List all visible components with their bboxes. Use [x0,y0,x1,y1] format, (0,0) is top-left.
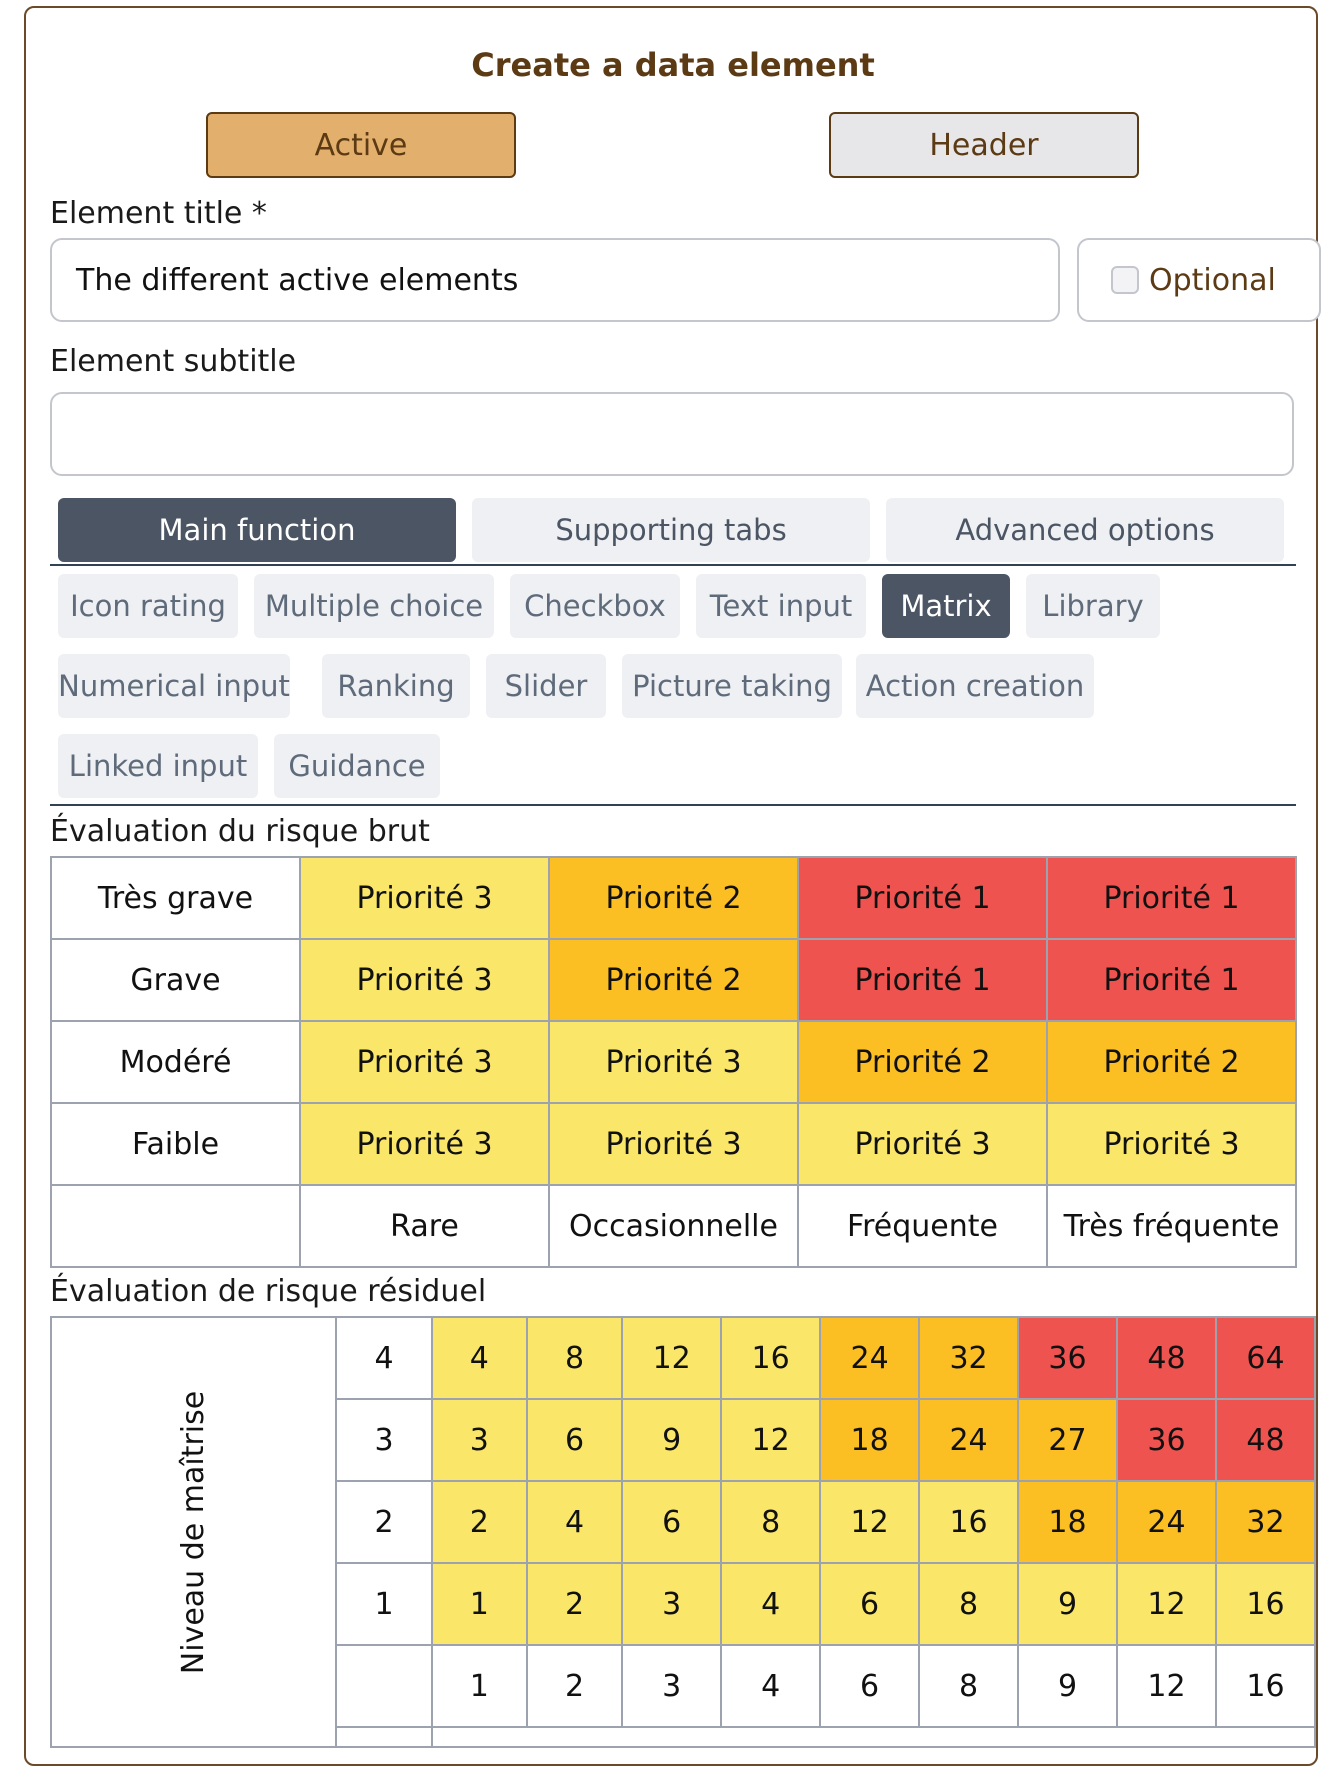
y-axis-label-cell [51,1317,336,1747]
matrix-cell[interactable]: 4 [432,1317,527,1399]
y-axis-label: Niveau de maîtrise [176,1390,212,1674]
matrix-cell[interactable]: 36 [1018,1317,1117,1399]
matrix-cell[interactable]: 32 [1216,1481,1315,1563]
matrix-cell[interactable]: 6 [622,1481,721,1563]
matrix-cell[interactable]: Priorité 3 [549,1103,798,1185]
matrix-cell[interactable]: 2 [527,1563,622,1645]
matrix-cell[interactable]: Priorité 3 [798,1103,1047,1185]
element-subtitle-input[interactable] [50,392,1294,476]
matrix-cell[interactable]: 16 [919,1481,1018,1563]
matrix-cell[interactable]: 2 [432,1481,527,1563]
matrix-cell[interactable]: 32 [919,1317,1018,1399]
function-matrix[interactable]: Matrix [882,574,1010,638]
matrix-cell[interactable]: 3 [432,1399,527,1481]
column-label: 12 [1117,1645,1216,1727]
header-mode-button[interactable]: Header [829,112,1139,178]
function-slider[interactable]: Slider [486,654,606,718]
matrix-cell[interactable]: 6 [820,1563,919,1645]
column-label: 3 [622,1645,721,1727]
row-label: 4 [336,1317,431,1399]
matrix-cell[interactable]: 1 [432,1563,527,1645]
element-title-label: Element title * [50,196,267,231]
spacer-cell [432,1727,1315,1747]
functions-divider [50,804,1296,806]
matrix-cell[interactable]: 27 [1018,1399,1117,1481]
row-label: Modéré [51,1021,300,1103]
column-label: 16 [1216,1645,1315,1727]
row-label: 3 [336,1399,431,1481]
column-label: 2 [527,1645,622,1727]
function-numerical-input[interactable]: Numerical input [58,654,290,718]
matrix-cell[interactable]: Priorité 3 [1047,1103,1296,1185]
matrix-cell[interactable]: 12 [820,1481,919,1563]
matrix-cell[interactable]: Priorité 3 [300,857,549,939]
matrix-cell[interactable]: 24 [1117,1481,1216,1563]
column-label: Rare [300,1185,549,1267]
corner-cell [51,1185,300,1267]
raw-risk-matrix [50,856,1297,1268]
function-library[interactable]: Library [1026,574,1160,638]
spacer-cell [336,1727,431,1747]
matrix-cell[interactable]: 24 [820,1317,919,1399]
matrix-cell[interactable]: 3 [622,1563,721,1645]
matrix-cell[interactable]: 8 [919,1563,1018,1645]
matrix-cell[interactable]: 8 [721,1481,820,1563]
matrix-cell[interactable]: 18 [820,1399,919,1481]
column-label: Fréquente [798,1185,1047,1267]
column-label: 9 [1018,1645,1117,1727]
residual-risk-title: Évaluation de risque résiduel [50,1274,487,1309]
matrix-cell[interactable]: 48 [1216,1399,1315,1481]
matrix-cell[interactable]: Priorité 2 [1047,1021,1296,1103]
matrix-cell[interactable]: Priorité 1 [798,939,1047,1021]
matrix-cell[interactable]: 4 [721,1563,820,1645]
matrix-cell[interactable]: 8 [527,1317,622,1399]
matrix-cell[interactable]: 9 [622,1399,721,1481]
corner-cell [336,1645,431,1727]
matrix-cell[interactable]: 24 [919,1399,1018,1481]
matrix-cell[interactable]: 9 [1018,1563,1117,1645]
tab-advanced-options[interactable]: Advanced options [886,498,1284,562]
matrix-cell[interactable]: Priorité 1 [1047,857,1296,939]
checkbox-icon[interactable] [1111,266,1139,294]
column-label: 4 [721,1645,820,1727]
matrix-cell[interactable]: 36 [1117,1399,1216,1481]
function-linked-input[interactable]: Linked input [58,734,258,798]
raw-risk-title: Évaluation du risque brut [50,814,430,849]
matrix-cell[interactable]: 16 [721,1317,820,1399]
tab-supporting-tabs[interactable]: Supporting tabs [472,498,870,562]
function-action-creation[interactable]: Action creation [856,654,1094,718]
row-label: 2 [336,1481,431,1563]
matrix-cell[interactable]: Priorité 2 [549,857,798,939]
matrix-cell[interactable]: 18 [1018,1481,1117,1563]
tab-main-function[interactable]: Main function [58,498,456,562]
table-row [51,857,1296,939]
matrix-cell[interactable]: Priorité 1 [798,857,1047,939]
column-label: 1 [432,1645,527,1727]
matrix-cell[interactable]: Priorité 3 [300,1021,549,1103]
column-label: 8 [919,1645,1018,1727]
matrix-cell[interactable]: 6 [527,1399,622,1481]
function-ranking[interactable]: Ranking [322,654,470,718]
table-row [51,1317,1315,1399]
residual-risk-matrix [50,1316,1316,1748]
function-text-input[interactable]: Text input [696,574,866,638]
row-label: Faible [51,1103,300,1185]
column-label: Occasionnelle [549,1185,798,1267]
matrix-cell[interactable]: 12 [1117,1563,1216,1645]
function-picture-taking[interactable]: Picture taking [622,654,842,718]
matrix-cell[interactable]: 4 [527,1481,622,1563]
page-title: Create a data element [471,46,875,84]
table-row [51,1021,1296,1103]
matrix-cell[interactable]: 12 [721,1399,820,1481]
optional-checkbox[interactable] [1077,238,1321,322]
matrix-cell[interactable]: 48 [1117,1317,1216,1399]
active-mode-button[interactable]: Active [206,112,516,178]
row-label: 1 [336,1563,431,1645]
row-label: Très grave [51,857,300,939]
matrix-cell[interactable]: 64 [1216,1317,1315,1399]
row-label: Grave [51,939,300,1021]
matrix-cell[interactable]: Priorité 3 [300,939,549,1021]
column-label: 6 [820,1645,919,1727]
matrix-cell[interactable]: Priorité 3 [549,1021,798,1103]
matrix-cell[interactable]: 12 [622,1317,721,1399]
tabs-divider [50,564,1296,566]
function-multiple-choice[interactable]: Multiple choice [254,574,494,638]
matrix-cell[interactable]: Priorité 3 [300,1103,549,1185]
element-title-input[interactable]: The different active elements [50,238,1060,322]
function-checkbox[interactable]: Checkbox [510,574,680,638]
column-label: Très fréquente [1047,1185,1296,1267]
matrix-cell[interactable]: 16 [1216,1563,1315,1645]
table-row [51,939,1296,1021]
table-row [51,1103,1296,1185]
matrix-cell[interactable]: Priorité 2 [798,1021,1047,1103]
matrix-cell[interactable]: Priorité 1 [1047,939,1296,1021]
element-subtitle-label: Element subtitle [50,344,297,379]
matrix-cell[interactable]: Priorité 2 [549,939,798,1021]
table-row [51,1185,1296,1267]
function-icon-rating[interactable]: Icon rating [58,574,238,638]
optional-label: Optional [1149,262,1276,298]
create-element-panel [24,6,1318,1766]
function-guidance[interactable]: Guidance [274,734,440,798]
